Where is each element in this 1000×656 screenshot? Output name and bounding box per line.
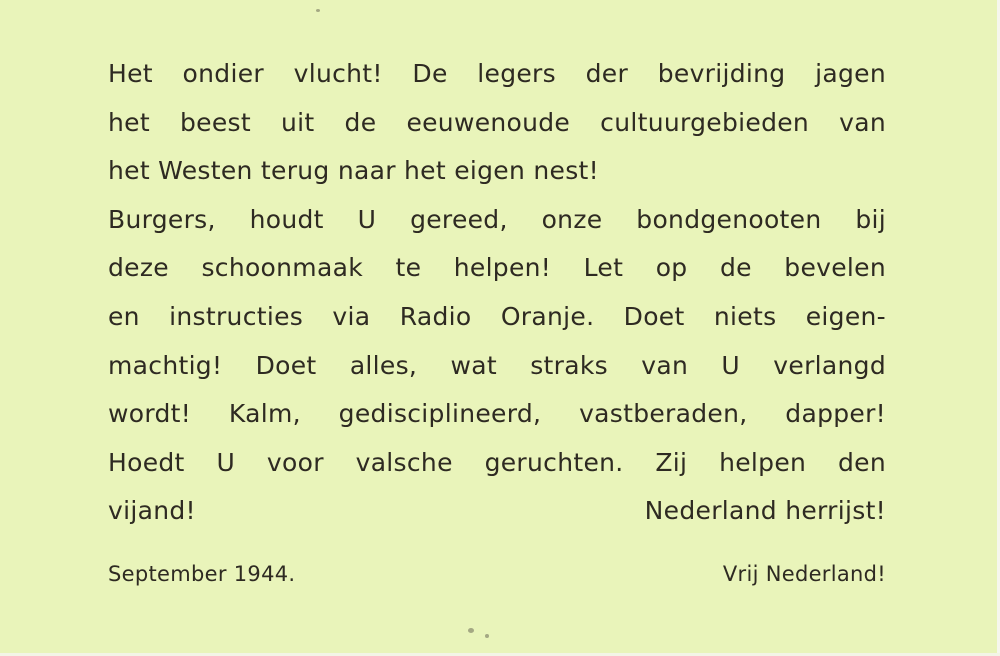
body-line-6: en instructies via Radio Oranje. Doet niets eigen- (108, 301, 886, 331)
body-line-9: Hoedt U voor valsche geruchten. Zij helpen den (108, 447, 886, 477)
leaflet-body (108, 54, 886, 540)
body-line-1: Het ondier vlucht! De legers der bevrijding jagen (108, 59, 886, 88)
signature: Vrij Nederland! (722, 562, 886, 586)
paper-speck (485, 634, 489, 638)
body-line-5: deze schoonmaak te helpen! Let op de bevelen (108, 253, 886, 283)
body-line-3-text: het Westen terug naar het eigen nest! (108, 156, 599, 186)
paper-speck (468, 628, 474, 633)
body-line-8: wordt! Kalm, gedisciplineerd, vastberaden, dapper! (108, 399, 886, 429)
closing-slogan: Nederland herrijst! (644, 496, 886, 526)
body-line-2: het beest uit de eeuwenoude cultuurgebieden van (108, 107, 886, 137)
paper-speck (316, 9, 320, 12)
body-line-10 (108, 491, 886, 540)
body-line-3 (108, 151, 886, 200)
body-line-10-left: vijand! (108, 496, 196, 526)
body-line-7: machtig! Doet alles, wat straks van U verlangd (108, 350, 886, 380)
date-line: September 1944. (108, 562, 296, 586)
leaflet-footer (108, 558, 886, 590)
body-line-4: Burgers, houdt U gereed, onze bondgenooten bij (108, 204, 886, 234)
